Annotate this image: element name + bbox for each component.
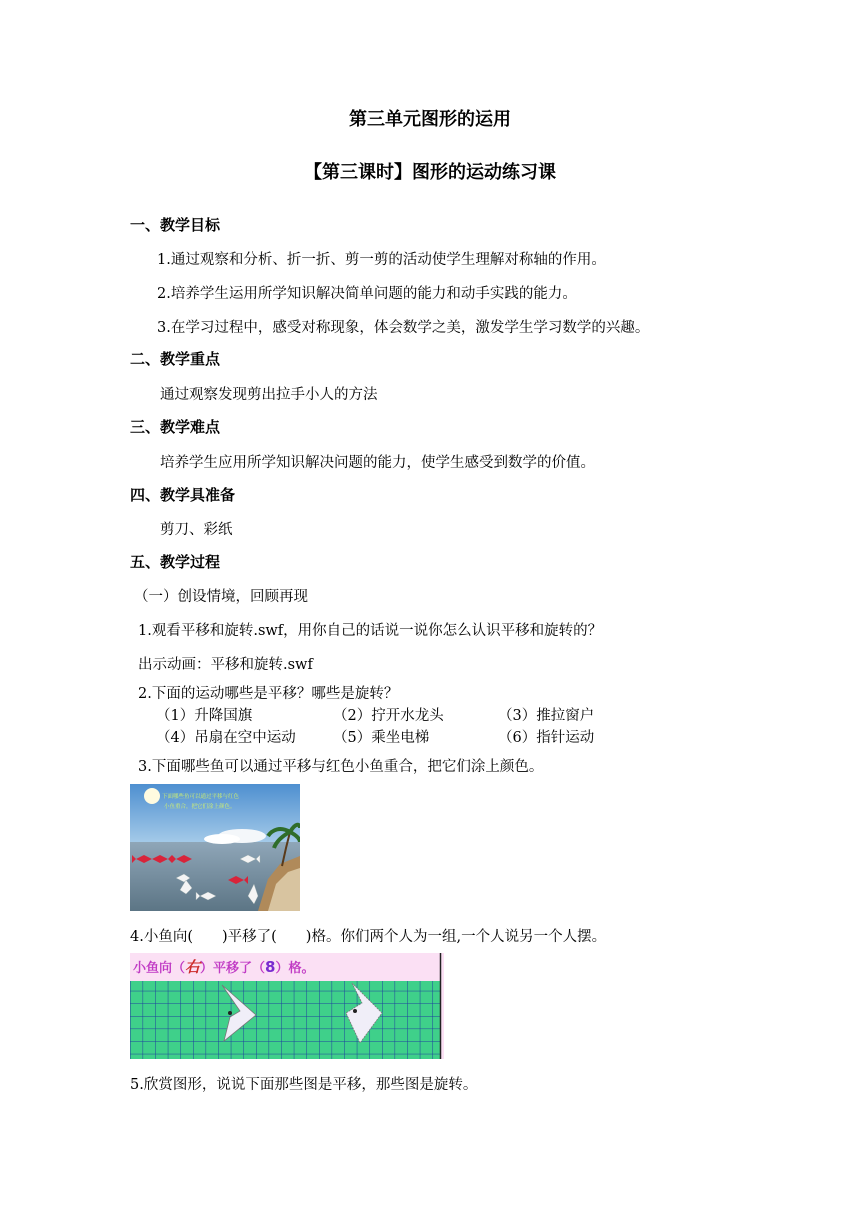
option-1: （1）升降国旗: [156, 708, 253, 724]
option-4: （4）吊扇在空中运动: [156, 730, 296, 746]
tools-text: 剪刀、彩纸: [160, 522, 233, 538]
grid-caption-prefix: 小鱼向（: [133, 961, 186, 976]
process-item-5: 5.欣赏图形，说说下面那些图是平移，那些图是旋转。: [130, 1077, 478, 1093]
goal-item-2: 2.培养学生运用所学知识解决简单问题的能力和动手实践的能力。: [157, 286, 577, 302]
process-item-1: 1.观看平移和旋转.swf，用你自己的话说一说你怎么认识平移和旋转的？: [138, 623, 603, 639]
document-title: 第三单元图形的运用: [349, 109, 511, 130]
option-5: （5）乘坐电梯: [333, 730, 430, 746]
difficulty-text: 培养学生应用所学知识解决问题的能力，使学生感受到数学的价值。: [160, 455, 595, 471]
fish-scene-image: [130, 784, 300, 911]
fish-scene-caption-line-2: 小鱼重合，把它们涂上颜色。: [164, 804, 236, 810]
grid-caption-number: 8: [265, 958, 276, 976]
grid-translation-image: [130, 953, 444, 1059]
process-step-intro: （一）创设情境，回顾再现: [134, 589, 308, 605]
svg-text:小鱼向（右）平移了（8）格。: [133, 958, 315, 976]
option-6: （6）指针运动: [498, 730, 595, 746]
goal-item-3: 3.在学习过程中，感受对称现象，体会数学之美，激发学生学习数学的兴趣。: [157, 320, 650, 336]
process-animation-note: 出示动画：平移和旋转.swf: [138, 657, 313, 673]
section-heading-process: 五、教学过程: [130, 553, 221, 571]
section-heading-difficulty: 三、教学难点: [130, 418, 221, 436]
process-item-4: 4.小鱼向( )平移了( )格。你们两个人为一组,一个人说另一个人摆。: [130, 929, 607, 945]
fish-scene-caption-line-1: 下面哪些鱼可以通过平移与红色: [162, 794, 240, 800]
goal-item-1: 1.通过观察和分析、折一折、剪一剪的活动使学生理解对称轴的作用。: [157, 252, 606, 268]
document-subtitle: 【第三课时】图形的运动练习课: [304, 162, 556, 183]
option-2: （2）拧开水龙头: [333, 708, 444, 724]
section-heading-tools: 四、教学具准备: [130, 486, 236, 504]
grid-caption-direction: 右: [185, 958, 201, 976]
focus-text: 通过观察发现剪出拉手小人的方法: [160, 387, 378, 403]
option-3: （3）推拉窗户: [498, 708, 595, 724]
process-item-3: 3.下面哪些鱼可以通过平移与红色小鱼重合，把它们涂上颜色。: [138, 759, 544, 775]
grid-caption-suffix: ）格。: [275, 961, 315, 976]
section-heading-focus: 二、教学重点: [130, 350, 221, 368]
grid-caption-middle: ）平移了（: [200, 961, 266, 976]
section-heading-goals: 一、教学目标: [130, 216, 221, 234]
process-item-2: 2.下面的运动哪些是平移？哪些是旋转？: [138, 686, 399, 702]
